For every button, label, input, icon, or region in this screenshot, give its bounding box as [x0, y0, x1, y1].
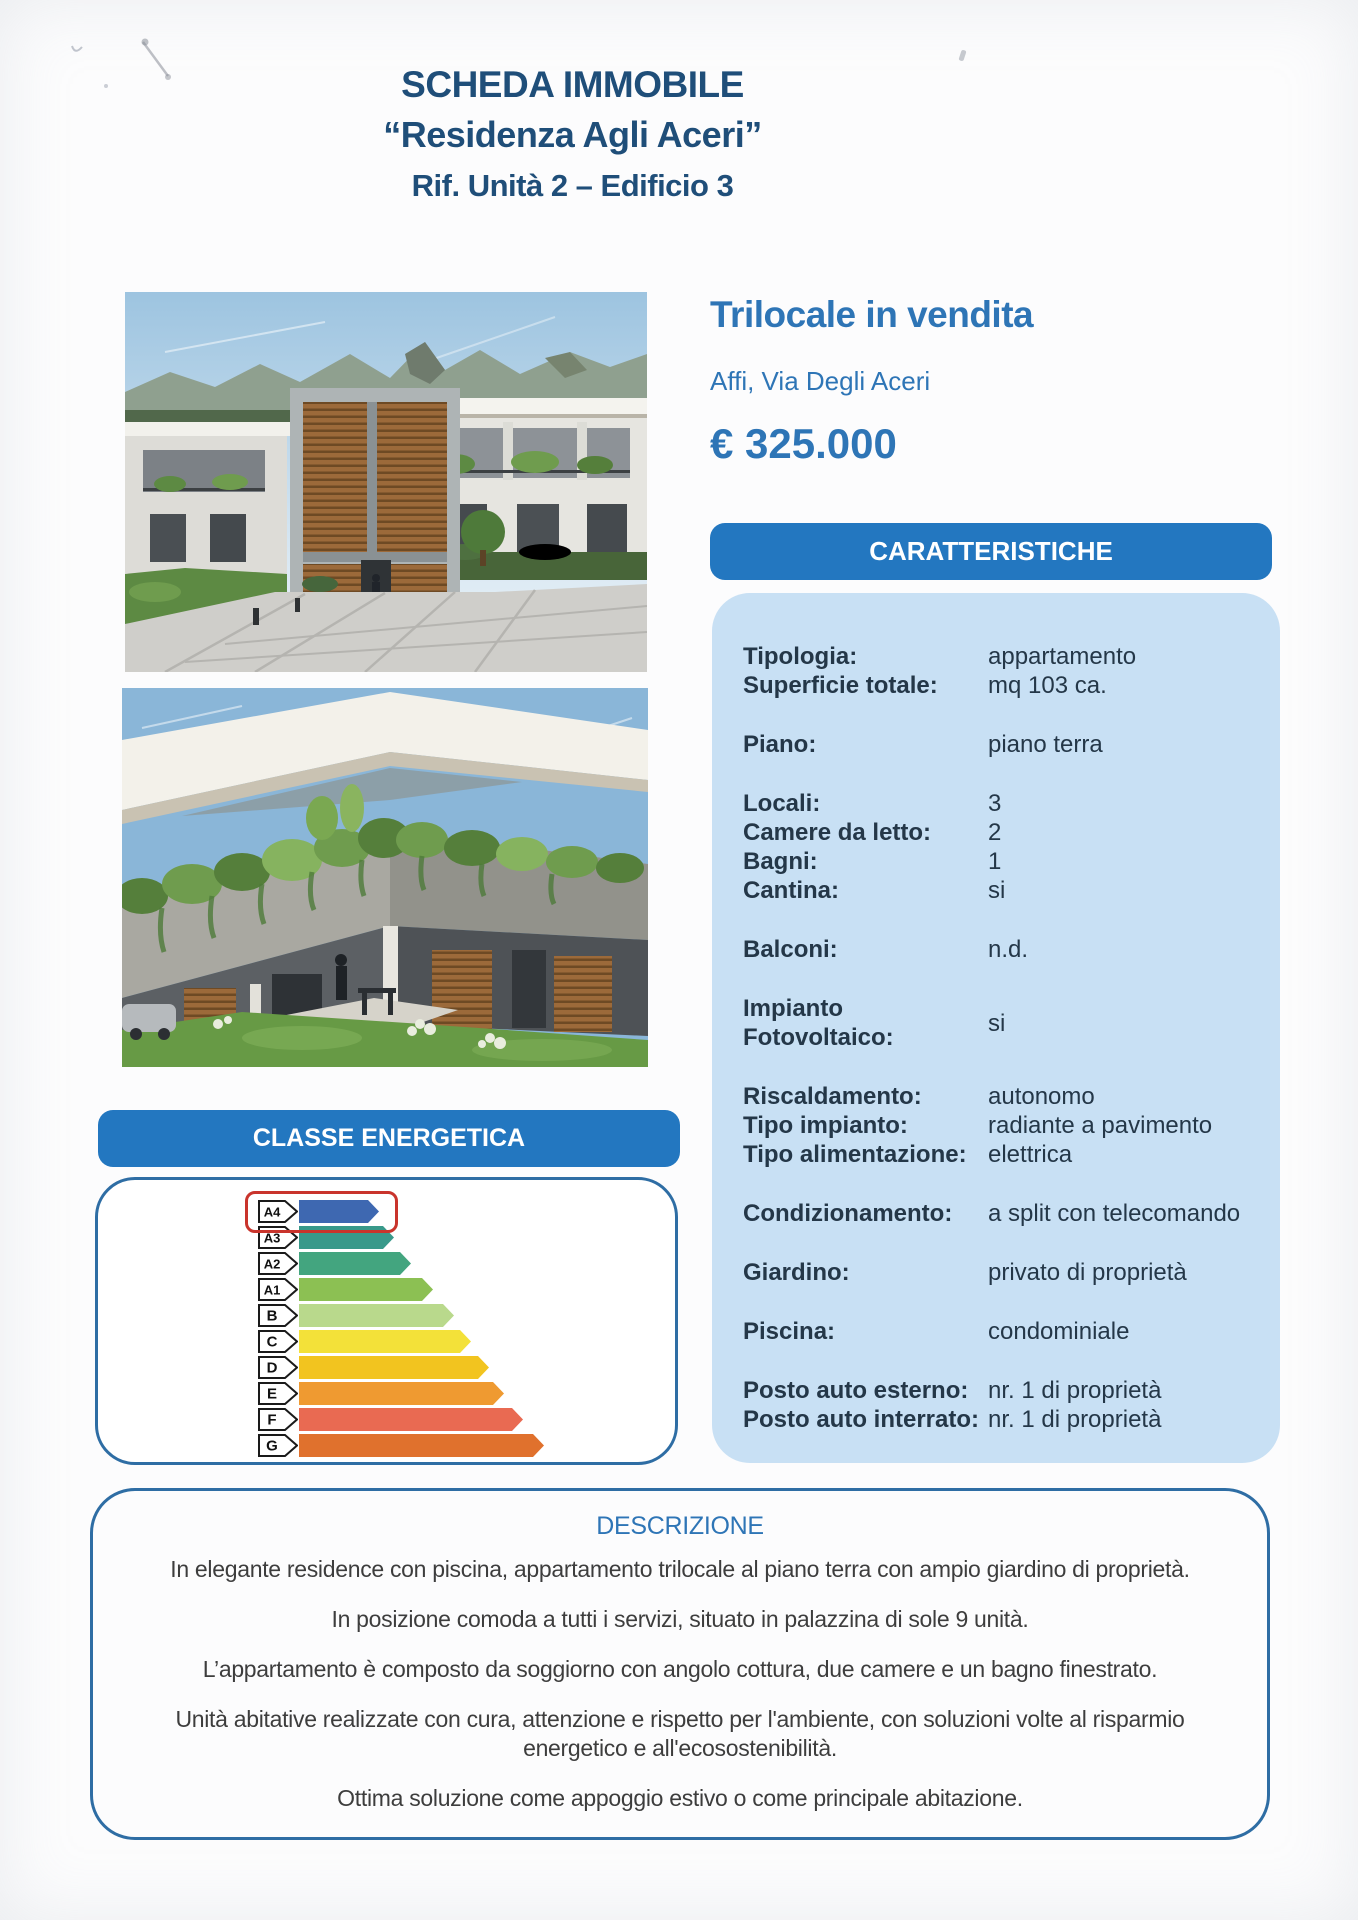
caratteristiche-value: condominiale [988, 1318, 1130, 1345]
energy-class-row-c [258, 1330, 544, 1353]
energy-class-row-f [258, 1408, 544, 1431]
caratteristiche-label: Camere da letto: [743, 819, 932, 846]
svg-text:B: B [266, 1307, 278, 1325]
description-paragraph: L’appartamento è composto da soggiorno con angolo cottura, due camere e un bagno finestrato. [202, 1656, 1158, 1682]
caratteristiche-row [743, 1405, 1260, 1434]
caratteristiche-row [743, 730, 1260, 759]
energy-class-row-a2 [258, 1252, 544, 1275]
energy-class-row-g [258, 1434, 544, 1457]
caratteristiche-label: Balconi: [743, 936, 838, 963]
caratteristiche-rows [743, 642, 1260, 1434]
caratteristiche-group [743, 1199, 1260, 1228]
caratteristiche-label: Posto auto interrato: [743, 1406, 980, 1433]
caratteristiche-value: autonomo [988, 1083, 1095, 1110]
caratteristiche-row [743, 994, 1260, 1052]
description-paragraphs [148, 1555, 1212, 1813]
caratteristiche-row [743, 1376, 1260, 1405]
property-photo-exterior [125, 292, 647, 672]
caratteristiche-label: Giardino: [743, 1259, 850, 1286]
scan-speck [958, 49, 966, 61]
caratteristiche-value: n.d. [988, 936, 1029, 963]
caratteristiche-label: Piano: [743, 731, 817, 758]
caratteristiche-label: Cantina: [743, 877, 839, 904]
caratteristiche-row [743, 1082, 1260, 1111]
caratteristiche-value: privato di proprietà [988, 1259, 1187, 1286]
energy-class-row-a1 [258, 1278, 544, 1301]
energy-class-chart [95, 1177, 678, 1465]
svg-text:C: C [266, 1333, 278, 1351]
description-paragraph: Ottima soluzione come appoggio estivo o come principale abitazione. [337, 1785, 1023, 1811]
caratteristiche-label: Impianto Fotovoltaico: [743, 995, 894, 1051]
caratteristiche-value: 2 [988, 819, 1002, 846]
description-paragraph: In elegante residence con piscina, appartamento trilocale al piano terra con ampio giardino di proprietà. [170, 1556, 1190, 1582]
energy-class-tag [258, 1408, 298, 1431]
caratteristiche-value: nr. 1 di proprietà [988, 1406, 1162, 1433]
caratteristiche-group [743, 935, 1260, 964]
energy-class-row-e [258, 1382, 544, 1405]
listing-headline: Trilocale in vendita [710, 294, 1034, 335]
svg-text:A4: A4 [263, 1204, 281, 1220]
caratteristiche-group [743, 1317, 1260, 1346]
listing-location: Affi, Via Degli Aceri [710, 366, 931, 396]
energy-class-bar [299, 1356, 489, 1379]
caratteristiche-label: Posto auto esterno: [743, 1377, 969, 1404]
caratteristiche-row [743, 642, 1260, 671]
caratteristiche-label: Condizionamento: [743, 1200, 953, 1227]
caratteristiche-group [743, 1082, 1260, 1169]
caratteristiche-value: mq 103 ca. [988, 672, 1107, 699]
svg-text:G: G [266, 1437, 278, 1455]
svg-text:A3: A3 [263, 1230, 281, 1246]
caratteristiche-row [743, 671, 1260, 700]
caratteristiche-row [743, 818, 1260, 847]
caratteristiche-group [743, 642, 1260, 700]
caratteristiche-value: 3 [988, 790, 1002, 817]
caratteristiche-row [743, 935, 1260, 964]
energy-class-tag [258, 1382, 298, 1405]
svg-text:A2: A2 [263, 1256, 281, 1272]
caratteristiche-row [743, 847, 1260, 876]
caratteristiche-label: Riscaldamento: [743, 1083, 922, 1110]
caratteristiche-group [743, 1376, 1260, 1434]
energy-rows [258, 1200, 544, 1460]
energy-class-tag [258, 1252, 298, 1275]
caratteristiche-label: Piscina: [743, 1318, 836, 1345]
caratteristiche-group [743, 789, 1260, 905]
energy-class-bar [299, 1252, 411, 1275]
caratteristiche-value: appartamento [988, 643, 1137, 670]
caratteristiche-value: 1 [988, 848, 1002, 875]
caratteristiche-row [743, 1111, 1260, 1140]
caratteristiche-row [743, 1317, 1260, 1346]
energy-class-tag [258, 1278, 298, 1301]
caratteristiche-header: CARATTERISTICHE [710, 523, 1272, 580]
caratteristiche-value: si [988, 877, 1006, 904]
energy-class-tag [258, 1304, 298, 1327]
caratteristiche-value: elettrica [988, 1141, 1073, 1168]
caratteristiche-panel [712, 593, 1280, 1463]
caratteristiche-label: Tipologia: [743, 643, 858, 670]
energy-class-bar [299, 1330, 471, 1353]
energy-class-row-d [258, 1356, 544, 1379]
caratteristiche-row [743, 876, 1260, 905]
svg-text:A1: A1 [263, 1282, 281, 1298]
caratteristiche-value: piano terra [988, 731, 1103, 758]
property-photo-terrace [122, 688, 648, 1067]
caratteristiche-value: radiante a pavimento [988, 1112, 1213, 1139]
svg-text:F: F [267, 1411, 277, 1429]
caratteristiche-group [743, 730, 1260, 759]
caratteristiche-value: a split con telecomando [988, 1200, 1241, 1227]
caratteristiche-label: Locali: [743, 790, 821, 817]
description-paragraph: In posizione comoda a tutti i servizi, situato in palazzina di sole 9 unità. [331, 1606, 1029, 1632]
caratteristiche-group [743, 1258, 1260, 1287]
page-title: SCHEDA IMMOBILE [401, 64, 744, 105]
energy-class-row-b [258, 1304, 544, 1327]
unit-reference: Rif. Unità 2 – Edificio 3 [411, 168, 734, 203]
energy-class-tag [258, 1434, 298, 1457]
description-paragraph: Unità abitative realizzate con cura, attenzione e rispetto per l'ambiente, con soluzioni volte al risparmio energetico e all'ecosostenibilità. [175, 1706, 1185, 1761]
caratteristiche-value: nr. 1 di proprietà [988, 1377, 1162, 1404]
caratteristiche-row [743, 1140, 1260, 1169]
caratteristiche-label: Tipo impianto: [743, 1112, 908, 1139]
residence-name: “Residenza Agli Aceri” [383, 114, 762, 155]
caratteristiche-group [743, 994, 1260, 1052]
caratteristiche-row [743, 1258, 1260, 1287]
energy-class-tag [258, 1356, 298, 1379]
energy-class-bar [299, 1408, 523, 1431]
caratteristiche-value: si [988, 1009, 1006, 1037]
caratteristiche-row [743, 1199, 1260, 1228]
listing-price: € 325.000 [710, 420, 897, 467]
svg-text:E: E [266, 1385, 278, 1403]
energy-class-bar [299, 1382, 504, 1405]
energy-class-tag [258, 1330, 298, 1353]
energy-class-header: CLASSE ENERGETICA [98, 1110, 680, 1167]
description-header: DESCRIZIONE [596, 1512, 764, 1540]
caratteristiche-row [743, 789, 1260, 818]
svg-text:D: D [266, 1359, 278, 1377]
caratteristiche-label: Tipo alimentazione: [743, 1141, 967, 1168]
caratteristiche-label: Bagni: [743, 848, 818, 875]
energy-class-bar [299, 1278, 433, 1301]
energy-class-bar [299, 1304, 454, 1327]
energy-class-bar [299, 1434, 544, 1457]
caratteristiche-label: Superficie totale: [743, 672, 938, 699]
selected-energy-class-highlight [245, 1191, 398, 1233]
description-box [90, 1488, 1270, 1840]
